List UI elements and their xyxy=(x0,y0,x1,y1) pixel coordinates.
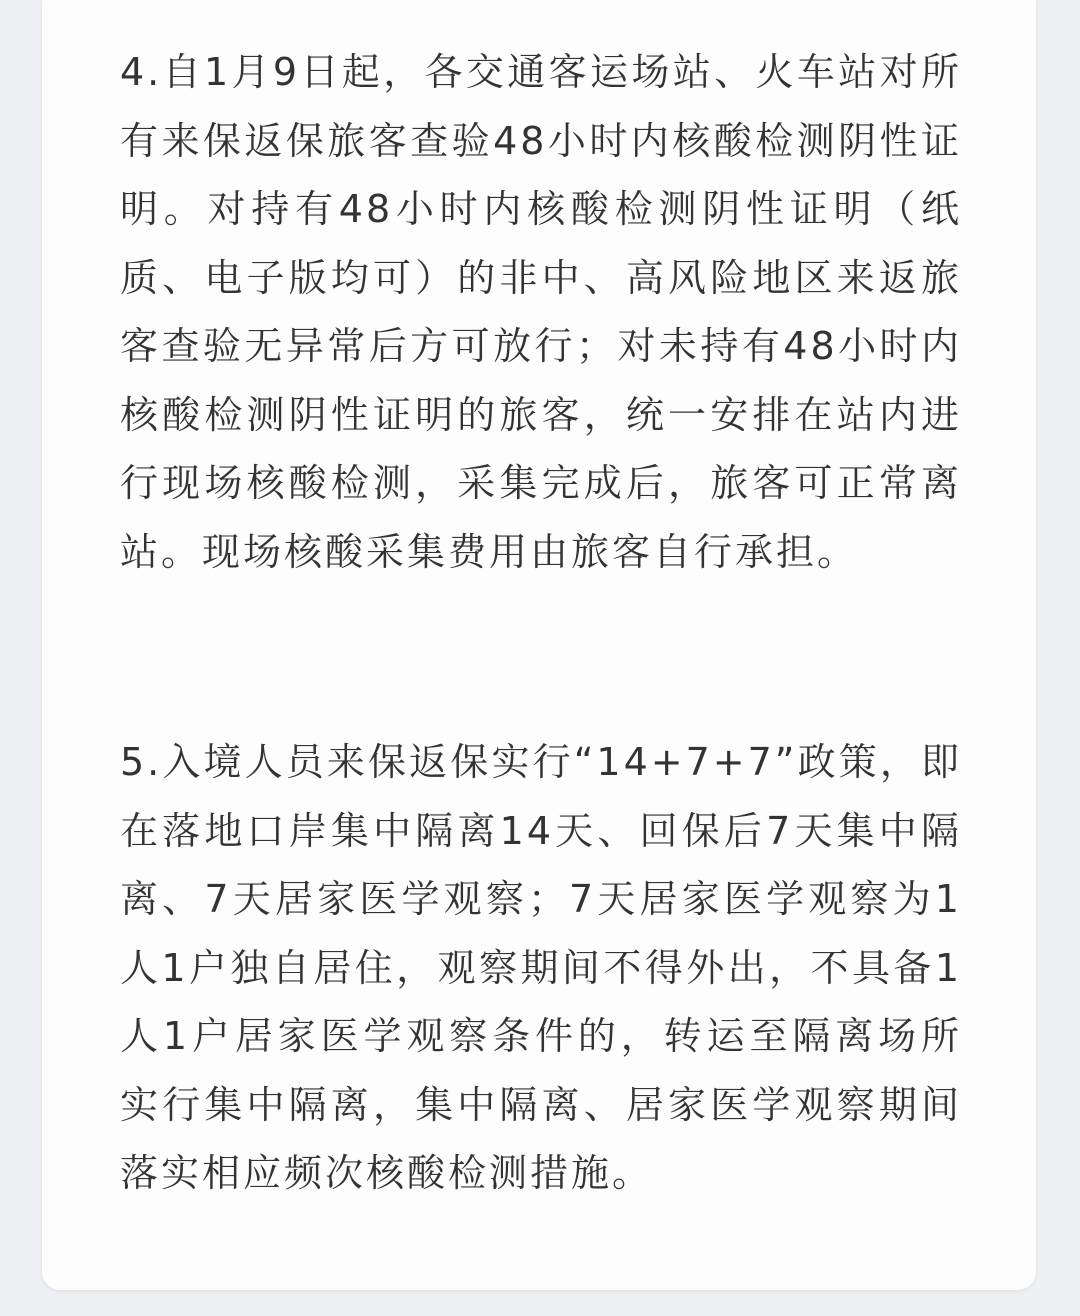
article-card xyxy=(42,0,1036,1290)
policy-paragraph-4: 4.自1月9日起，各交通客运场站、火车站对所有来保返保旅客查验48小时内核酸检测阴性证明。对持有48小时内核酸检测阴性证明（纸质、电子版均可）的非中、高风险地区来返旅客查验无异常后方可放行；对未持有48小时内核酸检测阴性证明的旅客，统一安排在站内进行现场核酸检测，采集完成后，旅客可正常离站。现场核酸采集费用由旅客自行承担。 xyxy=(120,50,962,574)
policy-paragraph-5: 5.入境人员来保返保实行“14+7+7”政策，即在落地口岸集中隔离14天、回保后7天集中隔离、7天居家医学观察；7天居家医学观察为1人1户独自居住，观察期间不得外出，不具备1人1户居家医学观察条件的，转运至隔离场所实行集中隔离，集中隔离、居家医学观察期间落实相应频次核酸检测措施。 xyxy=(120,740,962,1195)
